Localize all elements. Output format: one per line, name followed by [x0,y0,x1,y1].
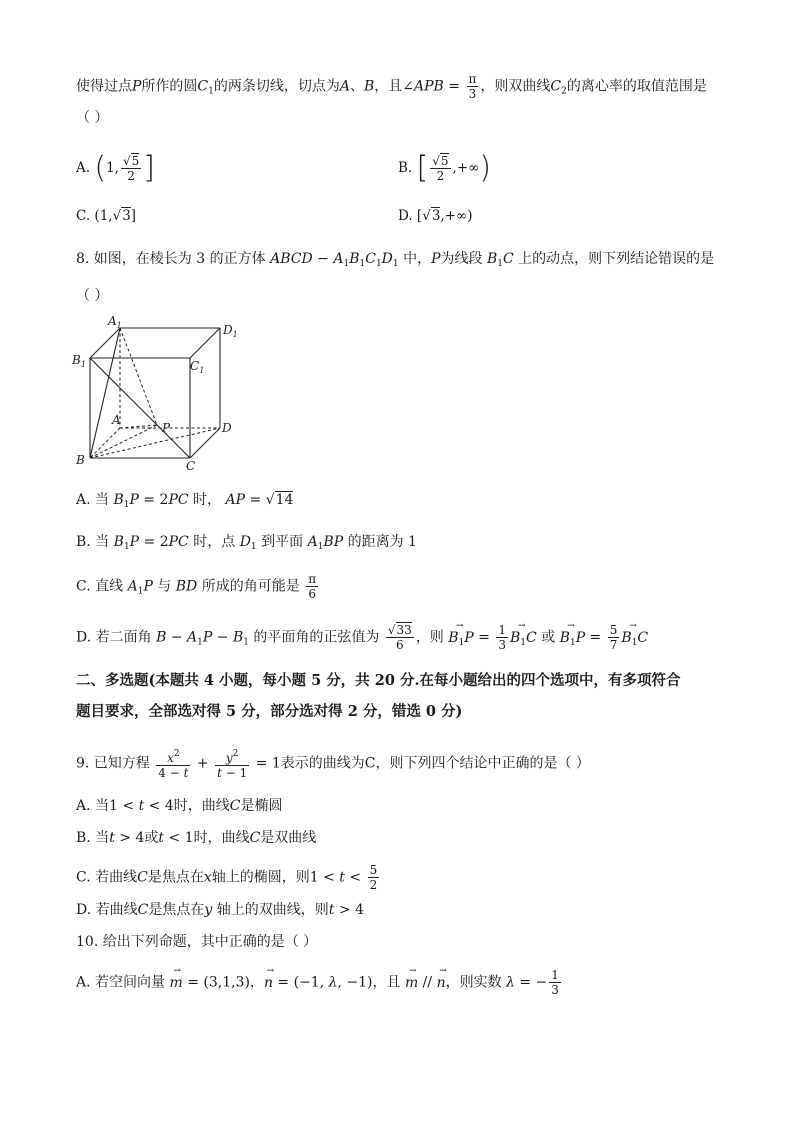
q8-option-b: B. 当 $B_1P = 2PC$ 时，点 $D_1$ 到平面 $A_1BP$ 的距离为 1 [76,534,417,552]
label-c1: $C_1$ [190,359,205,375]
q10-option-a: A. 若空间向量 → m = (3,1,3)，→ n = (−1, λ, −1)，且 → m // → n，则实数 λ = − $\frac{1}{3}$ [76,968,563,997]
label-c: C [186,459,196,473]
section2-title-line2: 题目要求，全部选对得 5 分，部分选对得 2 分，错选 0 分) [76,703,463,720]
q7-option-b: B. [ √ $\frac{5}{2}$ ,+∞) [398,154,491,183]
q7-stem-line: 使得过点P所作的圆$C_1$的两条切线，切点为A、B，且∠APB = $\frac{\pi}{3}$ ，则双曲线$C_2$的离心率的取值范围是 [76,72,707,101]
q7-paren: （ ） [76,110,109,126]
q8-option-a: A. 当 $B_1P = 2PC$ 时， AP = √ 14 [76,490,293,515]
q8-stem: 8. 如图，在棱长为 3 的正方体 ABCD − $A_1B_1C_1D_1$ 中，P为线段 $B_1C$ 上的动点，则下列结论错误的是 [76,251,715,269]
q9-stem: 9. 已知方程 $\frac{x^2}{4 - t}$ + $\frac{y^2}{t - 1}$ = 1表示的曲线为C，则下列四个结论中正确的是（ ） [76,749,590,780]
label-p: P [162,421,171,435]
label-a1: $A_1$ [108,314,122,330]
q9-option-a: A. 当1 < t < 4时，曲线C是椭圆 [76,798,283,814]
q8-option-d: D. 若二面角 $B - A_1P - B_1$ 的平面角的正弦值为 √ $\frac{33}{6}$ ，则 → $B_1P$ = $\frac{1}{3}$ → $B_1C$ 或 → $B_1P$ = $\frac{5}{7}$ → $B_1C$ [76,623,648,653]
q9-option-d: D. 若曲线C是焦点在y 轴上的双曲线，则t > 4 [76,902,364,918]
label-b: B [76,453,85,467]
q8-paren: （ ） [76,288,109,304]
q8-option-c: C. 直线 $A_1P$ 与 BD 所成的角可能是 $\frac{\pi}{6}$ [76,572,317,601]
cube-figure [70,312,250,477]
q10-stem: 10. 给出下列命题，其中正确的是（ ） [76,934,318,950]
q7-option-a: A. (1, √ $\frac{5}{2}$ ] [76,154,155,183]
label-a: A [112,413,121,427]
q9-option-c: C. 若曲线C是焦点在x轴上的椭圆，则1 < t < $\frac{5}{2}$ [76,863,378,892]
label-d: D [222,421,232,435]
label-d1: $D_1$ [223,323,238,339]
q9-option-b: B. 当t > 4或t < 1时，曲线C是双曲线 [76,830,317,846]
label-b1: $B_1$ [72,353,86,369]
q7-option-c: C. (1,√ 3] [76,206,136,226]
q7-option-d: D. [√ 3,+∞) [398,206,473,226]
section2-title-line1: 二、多选题(本题共 4 小题，每小题 5 分，共 20 分.在每小题给出的四个选项中，有多项符合 [76,672,681,689]
